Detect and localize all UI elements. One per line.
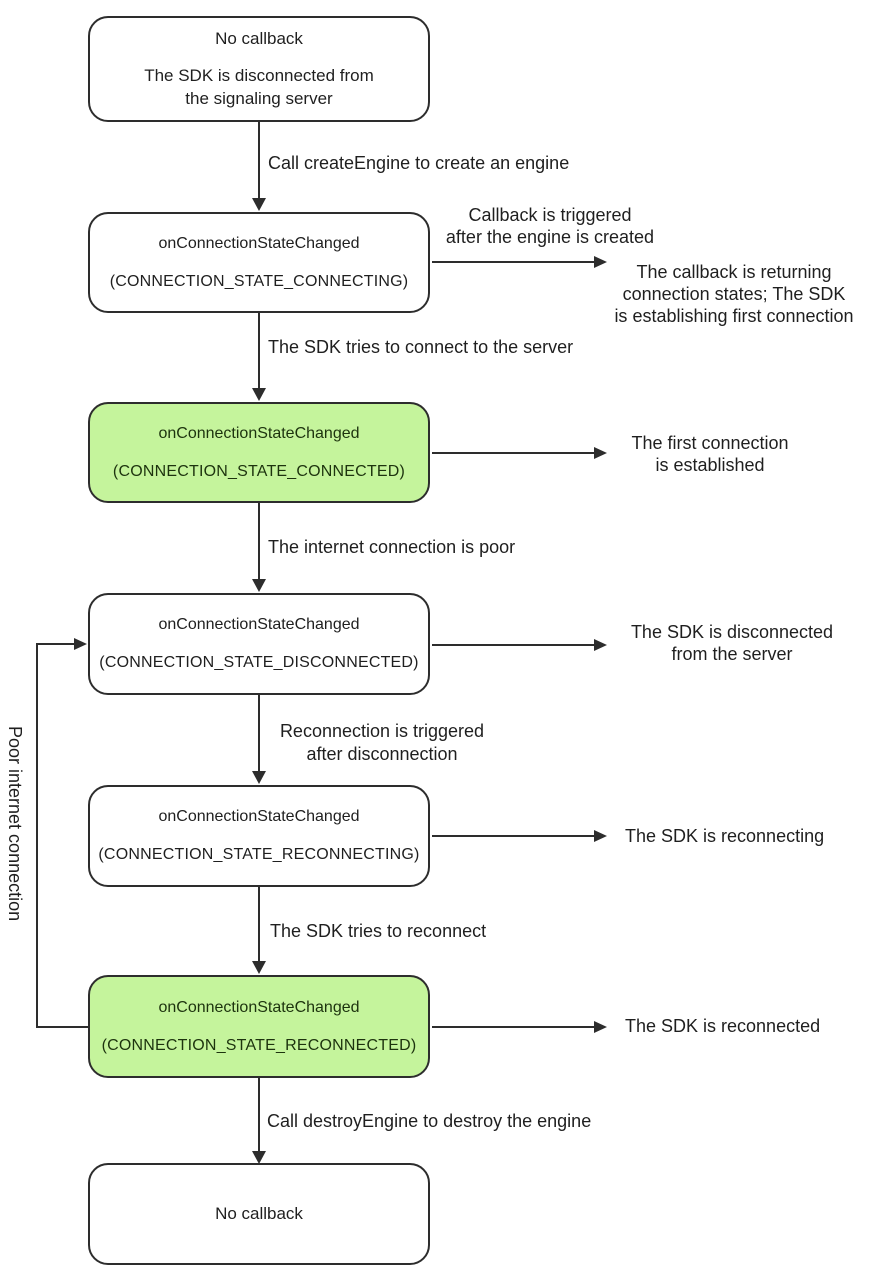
annotation-engine-created: [430, 204, 670, 248]
arrow-right-icon: [594, 639, 607, 651]
connector-connecting-note: [432, 261, 594, 263]
arrow-down-icon: [252, 388, 266, 401]
edge-label-reconnection-line2: after disconnection: [306, 744, 458, 764]
arrow-right-icon: [594, 830, 607, 842]
arrow-down-icon: [252, 198, 266, 211]
annotation-connecting-note: [595, 261, 873, 327]
annotation-reconnected-note: The SDK is reconnected: [625, 1016, 821, 1036]
node-start-title: No callback: [215, 28, 303, 48]
annotation-disconnected-note-line2: from the server: [671, 644, 793, 664]
node-disconnected-callback: onConnectionStateChanged: [158, 616, 360, 633]
connector-connecting-to-connected: [258, 313, 260, 390]
loop-bottom-segment: [36, 1026, 88, 1028]
arrow-right-icon: [594, 447, 607, 459]
annotation-connected-note-line2: is established: [655, 455, 765, 475]
node-state-reconnected: [88, 975, 430, 1078]
annotation-connecting-note-line3: is establishing first connection: [614, 306, 854, 326]
connector-reconnected-to-end: [258, 1078, 260, 1153]
node-reconnected-state: (CONNECTION_STATE_RECONNECTED): [101, 1036, 417, 1054]
node-reconnecting-state: (CONNECTION_STATE_RECONNECTING): [98, 846, 420, 863]
node-connecting-state: (CONNECTION_STATE_CONNECTING): [109, 272, 409, 290]
edge-label-try-reconnect: The SDK tries to reconnect: [270, 921, 487, 941]
annotation-connecting-note-line1: The callback is returning: [636, 262, 832, 282]
edge-label-create-engine: Call createEngine to create an engine: [268, 153, 570, 173]
connector-reconnecting-to-reconnected: [258, 887, 260, 963]
arrow-right-icon: [74, 638, 87, 650]
annotation-engine-created-line1: Callback is triggered: [468, 205, 632, 225]
annotation-disconnected-note-line1: The SDK is disconnected: [630, 622, 834, 642]
node-connected-callback: onConnectionStateChanged: [158, 424, 360, 442]
connector-start-to-connecting: [258, 122, 260, 200]
loop-vertical-segment: [36, 643, 38, 1028]
node-end-no-callback: [88, 1163, 430, 1265]
connector-disconnected-note: [432, 644, 594, 646]
node-connecting-callback: onConnectionStateChanged: [158, 234, 360, 252]
node-state-disconnected: [88, 593, 430, 695]
arrow-down-icon: [252, 961, 266, 974]
node-reconnecting-callback: onConnectionStateChanged: [158, 808, 360, 825]
loop-label-poor-internet: Poor internet connection: [5, 726, 25, 922]
node-start-no-callback: [88, 16, 430, 122]
arrow-right-icon: [594, 1021, 607, 1033]
edge-label-reconnection: [270, 720, 494, 766]
arrow-down-icon: [252, 579, 266, 592]
connector-connected-note: [432, 452, 594, 454]
node-state-connected: [88, 402, 430, 503]
node-disconnected-state: (CONNECTION_STATE_DISCONNECTED): [99, 654, 419, 671]
annotation-connected-note-line1: The first connection: [631, 433, 789, 453]
annotation-connected-note: [610, 432, 810, 476]
annotation-disconnected-note: [622, 621, 842, 665]
arrow-down-icon: [252, 771, 266, 784]
node-connected-state: (CONNECTION_STATE_CONNECTED): [112, 462, 406, 480]
loop-top-segment: [36, 643, 74, 645]
node-start-desc-line2: the signaling server: [185, 88, 333, 108]
connector-reconnecting-note: [432, 835, 594, 837]
edge-label-try-connect: The SDK tries to connect to the server: [268, 337, 574, 357]
node-start-desc-line1: The SDK is disconnected from: [144, 65, 374, 85]
edge-label-reconnection-line1: Reconnection is triggered: [279, 721, 485, 741]
connector-connected-to-disconnected: [258, 503, 260, 581]
annotation-connecting-note-line2: connection states; The SDK: [622, 284, 846, 304]
node-reconnected-callback: onConnectionStateChanged: [158, 998, 360, 1016]
node-end-title: No callback: [215, 1204, 303, 1223]
annotation-engine-created-line2: after the engine is created: [445, 227, 655, 247]
annotation-reconnecting-note: The SDK is reconnecting: [625, 826, 825, 846]
connector-reconnected-note: [432, 1026, 594, 1028]
edge-label-destroy-engine: Call destroyEngine to destroy the engine: [267, 1111, 592, 1131]
edge-label-poor-internet: The internet connection is poor: [268, 537, 516, 557]
node-state-connecting: [88, 212, 430, 313]
connector-disconnected-to-reconnecting: [258, 695, 260, 773]
node-state-reconnecting: [88, 785, 430, 887]
